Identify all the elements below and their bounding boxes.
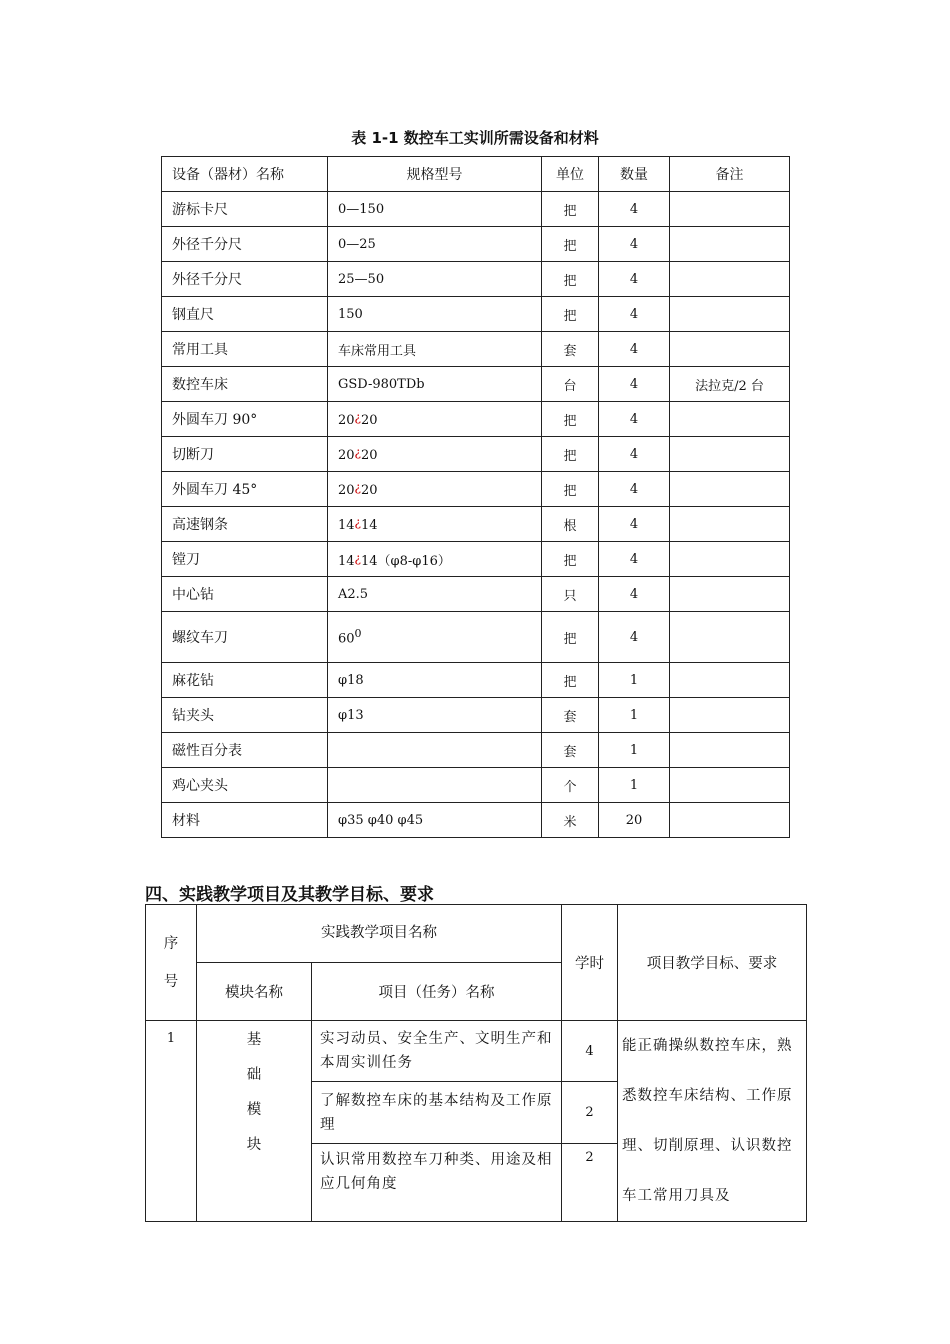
table-row xyxy=(162,612,790,663)
header-task: 项目（任务）名称 xyxy=(312,963,562,1021)
cell-unit: 把 xyxy=(542,437,599,472)
cell-spec xyxy=(328,507,542,542)
cell-name: 常用工具 xyxy=(162,332,328,367)
cell-note xyxy=(670,507,790,542)
cell-note xyxy=(670,577,790,612)
cell-name: 外径千分尺 xyxy=(162,262,328,297)
task-hours: 4 xyxy=(562,1021,618,1082)
cell-note xyxy=(670,698,790,733)
cell-unit: 把 xyxy=(542,192,599,227)
spec-mark: ¿ xyxy=(354,515,361,529)
module-char: 模 xyxy=(246,1102,262,1118)
cell-unit: 套 xyxy=(542,698,599,733)
cell-unit: 把 xyxy=(542,262,599,297)
cell-spec xyxy=(328,612,542,663)
cell-unit: 只 xyxy=(542,577,599,612)
cell-qty: 1 xyxy=(599,663,670,698)
header-seq-line2: 号 xyxy=(163,973,179,990)
cell-unit: 把 xyxy=(542,402,599,437)
cell-unit: 米 xyxy=(542,803,599,838)
cell-note xyxy=(670,297,790,332)
cell-note xyxy=(670,262,790,297)
cell-name: 游标卡尺 xyxy=(162,192,328,227)
task-hours: 2 xyxy=(562,1143,618,1221)
cell-unit: 根 xyxy=(542,507,599,542)
cell-note xyxy=(670,803,790,838)
cell-qty: 4 xyxy=(599,542,670,577)
cell-name: 中心钻 xyxy=(162,577,328,612)
spec-mark: ¿ xyxy=(354,445,361,459)
cell-note xyxy=(670,192,790,227)
table2-header-row xyxy=(146,905,807,963)
cell-note xyxy=(670,332,790,367)
cell-unit: 把 xyxy=(542,227,599,262)
cell-qty: 1 xyxy=(599,768,670,803)
cell-spec: φ35 φ40 φ45 xyxy=(328,803,542,838)
table-row xyxy=(162,262,790,297)
spec-part: 20 xyxy=(360,448,378,463)
table-row xyxy=(162,803,790,838)
cell-name: 切断刀 xyxy=(162,437,328,472)
cell-qty: 1 xyxy=(599,698,670,733)
cell-name: 外径千分尺 xyxy=(162,227,328,262)
cell-qty: 1 xyxy=(599,733,670,768)
cell-note xyxy=(670,227,790,262)
goal-text: 能正确操纵数控车床，熟悉数控车床结构、工作原理、切削原理、认识数控车工常用刀具及 xyxy=(618,1021,807,1222)
header-unit: 单位 xyxy=(542,157,599,192)
section-heading: 四、实践教学项目及其教学目标、要求 xyxy=(145,885,434,905)
task-name: 认识常用数控车刀种类、用途及相应几何角度 xyxy=(312,1143,562,1221)
cell-qty: 4 xyxy=(599,192,670,227)
table-row xyxy=(162,698,790,733)
cell-name: 外圆车刀 90° xyxy=(162,402,328,437)
table-row xyxy=(162,402,790,437)
cell-qty: 4 xyxy=(599,367,670,402)
spec-part: 60 xyxy=(338,631,355,647)
header-name: 设备（器材）名称 xyxy=(162,157,328,192)
cell-qty: 4 xyxy=(599,612,670,663)
spec-part: 14（φ8-φ16） xyxy=(360,553,451,569)
table-row xyxy=(162,542,790,577)
cell-note xyxy=(670,612,790,663)
cell-qty: 4 xyxy=(599,297,670,332)
table-row xyxy=(162,332,790,367)
cell-spec: φ18 xyxy=(328,663,542,698)
spec-mark: ¿ xyxy=(354,550,361,565)
module-char: 础 xyxy=(246,1067,262,1083)
cell-unit: 把 xyxy=(542,612,599,663)
table-row xyxy=(162,577,790,612)
table-row xyxy=(162,297,790,332)
cell-spec: GSD-980TDb xyxy=(328,367,542,402)
spec-mark: ¿ xyxy=(354,480,361,494)
table-row xyxy=(162,663,790,698)
cell-name: 材料 xyxy=(162,803,328,838)
spec-superscript: 0 xyxy=(354,627,362,641)
table-row xyxy=(162,437,790,472)
spec-part: 20 xyxy=(338,483,355,498)
header-project: 实践教学项目名称 xyxy=(197,905,562,963)
cell-name: 磁性百分表 xyxy=(162,733,328,768)
cell-spec xyxy=(328,437,542,472)
table1-title: 表 1-1 数控车工实训所需设备和材料 xyxy=(351,129,599,147)
cell-spec: 0—150 xyxy=(328,192,542,227)
header-goal: 项目教学目标、要求 xyxy=(618,905,807,1021)
spec-part: 20 xyxy=(360,483,378,498)
cell-name: 外圆车刀 45° xyxy=(162,472,328,507)
header-qty: 数量 xyxy=(599,157,670,192)
cell-qty: 4 xyxy=(599,507,670,542)
cell-note xyxy=(670,402,790,437)
cell-note xyxy=(670,768,790,803)
cell-name: 麻花钻 xyxy=(162,663,328,698)
cell-spec xyxy=(328,472,542,507)
cell-qty: 20 xyxy=(599,803,670,838)
table-row xyxy=(162,472,790,507)
cell-unit: 套 xyxy=(542,733,599,768)
cell-qty: 4 xyxy=(599,472,670,507)
cell-spec: 25—50 xyxy=(328,262,542,297)
spec-part: 14 xyxy=(360,518,378,533)
cell-note xyxy=(670,472,790,507)
table-row xyxy=(162,367,790,402)
cell-name: 镗刀 xyxy=(162,542,328,577)
header-hours: 学时 xyxy=(562,905,618,1021)
cell-unit: 把 xyxy=(542,542,599,577)
cell-spec: A2.5 xyxy=(328,577,542,612)
cell-spec xyxy=(328,542,542,577)
task-hours: 2 xyxy=(562,1082,618,1143)
header-spec: 规格型号 xyxy=(328,157,542,192)
table-row xyxy=(162,733,790,768)
task-name: 了解数控车床的基本结构及工作原理 xyxy=(312,1082,562,1143)
table-row xyxy=(162,192,790,227)
cell-spec xyxy=(328,402,542,437)
spec-part: 20 xyxy=(338,448,355,463)
cell-qty: 4 xyxy=(599,262,670,297)
cell-name: 钻夹头 xyxy=(162,698,328,733)
cell-name: 钢直尺 xyxy=(162,297,328,332)
header-seq xyxy=(146,905,197,1021)
equipment-table xyxy=(161,156,790,838)
teaching-projects-table xyxy=(145,904,807,1222)
cell-note xyxy=(670,542,790,577)
cell-name: 高速钢条 xyxy=(162,507,328,542)
spec-part: 20 xyxy=(338,413,355,428)
cell-spec xyxy=(328,733,542,768)
header-note: 备注 xyxy=(670,157,790,192)
cell-unit: 台 xyxy=(542,367,599,402)
task-name: 实习动员、安全生产、文明生产和本周实训任务 xyxy=(312,1021,562,1082)
cell-qty: 4 xyxy=(599,577,670,612)
cell-unit: 把 xyxy=(542,297,599,332)
cell-note xyxy=(670,663,790,698)
cell-note xyxy=(670,733,790,768)
cell-qty: 4 xyxy=(599,437,670,472)
cell-unit: 个 xyxy=(542,768,599,803)
spec-part: 20 xyxy=(360,413,378,428)
module-name xyxy=(197,1021,312,1222)
header-module: 模块名称 xyxy=(197,963,312,1021)
cell-note xyxy=(670,437,790,472)
cell-qty: 4 xyxy=(599,332,670,367)
table1-header-row xyxy=(162,157,790,192)
module-char: 基 xyxy=(246,1032,262,1048)
header-seq-line1: 序 xyxy=(163,935,179,952)
cell-name: 螺纹车刀 xyxy=(162,612,328,663)
table-row xyxy=(162,507,790,542)
spec-mark: ¿ xyxy=(354,410,361,424)
table-row xyxy=(162,227,790,262)
cell-name: 数控车床 xyxy=(162,367,328,402)
module-char: 块 xyxy=(246,1137,262,1153)
cell-qty: 4 xyxy=(599,227,670,262)
cell-spec: 0—25 xyxy=(328,227,542,262)
cell-spec xyxy=(328,768,542,803)
spec-part: 14 xyxy=(338,553,355,569)
cell-unit: 把 xyxy=(542,663,599,698)
row-seq: 1 xyxy=(146,1021,197,1222)
cell-qty: 4 xyxy=(599,402,670,437)
cell-name: 鸡心夹头 xyxy=(162,768,328,803)
table-row xyxy=(162,768,790,803)
cell-spec: φ13 xyxy=(328,698,542,733)
cell-spec: 150 xyxy=(328,297,542,332)
cell-unit: 套 xyxy=(542,332,599,367)
cell-note: 法拉克/2 台 xyxy=(670,367,790,402)
spec-part: 14 xyxy=(338,518,355,533)
table-row xyxy=(146,1021,807,1082)
cell-spec: 车床常用工具 xyxy=(328,332,542,367)
cell-unit: 把 xyxy=(542,472,599,507)
